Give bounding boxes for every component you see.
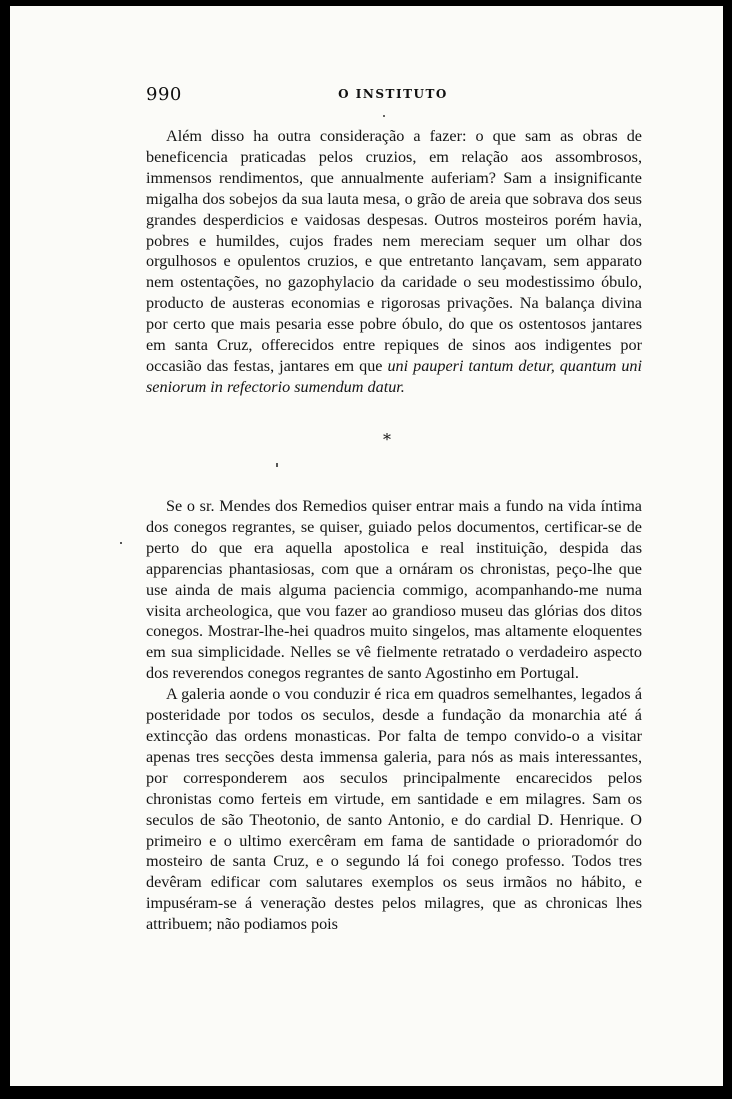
page-number: 990	[146, 84, 182, 105]
paragraph: Se o sr. Mendes dos Remedios quiser entrar mais a fundo na vida íntima dos conegos regrantes, se quiser, guiado pelos documentos, certificar-se de perto do que era aquella apostolica e real instituição, despida das apparencias phantasiosas, com que a ornáram os chronistas, peço-lhe que use ainda de mais alguma paciencia commigo, acompanhando-me numa visita archeologica, que vou fazer ao grandioso museu das glórias dos ditos conegos. Mostrar-lhe-hei quadros muito singelos, mas altamente eloquentes em sua simplicidade. Nelles se vê fielmente retratado o verdadeiro aspecto dos reverendos conegos regrantes de santo Agostinho em Portugal.	[146, 497, 642, 683]
paragraph	[146, 126, 642, 398]
ink-speck	[276, 463, 278, 467]
section-two	[146, 496, 642, 935]
latin-quote: uni pauperi tantum detur, quantum uni seniorum in refectorio sumendum datur.	[146, 356, 643, 396]
ink-speck	[120, 542, 122, 544]
paragraph-text: Além disso ha outra consideração a fazer: o que sam as obras de beneficencia praticadas pelos cruzios, em relação aos assombrosos, immensos rendimentos, que annualmente auferiam? Sam a insignificante migalha dos sobejos da sua lauta mesa, o grão de areia que sobrava dos seus grandes desperdicios e vaidosas despesas. Outros mosteiros porém havia, pobres e humildes, cujos frades nem mereciam sequer um olhar dos orgulhosos e opulentos cruzios, e que entretanto lançavam, sem apparato nem ostentações, no gazophylacio da caridade o seu modestissimo óbulo, producto de austeras economias e rigorosas privações. Na balança divina por certo que mais pesaria esse pobre óbulo, do que os ostentosos jantares em santa Cruz, offerecidos entre repiques de sinos aos indigentes por occasião das festas, jantares em que	[146, 127, 642, 375]
page-header	[146, 84, 640, 106]
paragraph: A galeria aonde o vou conduzir é rica em quadros semelhantes, legados á posteridade por todos os seculos, desde a fundação da monarchia até á extincção das ordens monasticas. Por falta de tempo convido-o a visitar apenas tres secções desta immensa galeria, para nós as mais interessantes, por corresponderem aos seculos principalmente encarecidos pelos chronistas como ferteis em virtude, em santidade e em milagres. Sam os seculos de são Theotonio, de santo Antonio, e do cardial D. Henrique. O primeiro e o ultimo exercêram em fama de santidade o prioradomór do mosteiro de santa Cruz, e o segundo lá foi conego professo. Todos tres devêram edificar com salutares exemplos os seus irmãos no hábito, e impuséram-se á veneração destes pelos milagres, que as chronicas lhes attribuem; não podiamos pois	[146, 685, 642, 934]
running-title: O INSTITUTO	[338, 87, 448, 101]
section-one	[146, 126, 642, 398]
section-separator: *	[383, 430, 391, 449]
ink-speck	[383, 115, 385, 117]
